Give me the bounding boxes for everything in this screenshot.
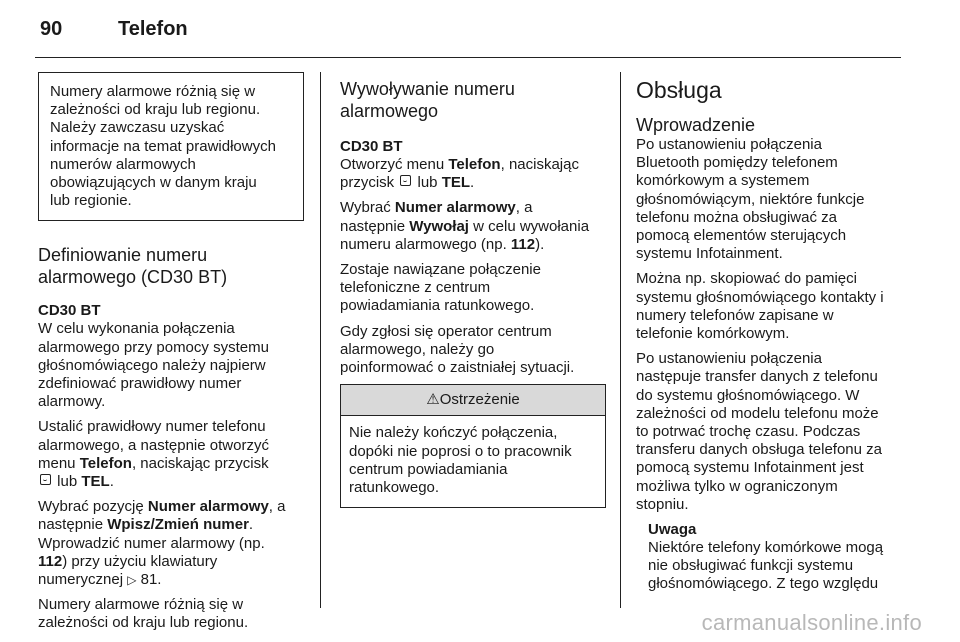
paragraph: Wybrać Numer alarmowy, a następnie Wywołaj w celu wywołania numeru alarmowego (np. 112). <box>340 199 590 253</box>
section-heading: Obsługa <box>636 77 722 103</box>
phone-icon <box>40 474 51 485</box>
paragraph: Zostaje nawiązane połączenie telefoniczne z centrum powiadamiania ratunkowego. <box>340 261 541 315</box>
section-heading: Definiowanie numeru alarmowego (CD30 BT) <box>38 245 228 288</box>
note-title: Uwaga <box>648 521 697 539</box>
section-heading: Wywoływanie numeru alarmowego <box>340 79 515 121</box>
subheading: Wprowadzenie <box>636 115 756 135</box>
column-2 <box>340 72 606 508</box>
column-3 <box>636 72 904 594</box>
watermark: carmanualsonline.info <box>701 610 922 635</box>
warning-header <box>341 385 605 416</box>
subheading: CD30 BT <box>340 138 403 155</box>
warning-icon: ⚠ <box>426 391 440 409</box>
paragraph: Numery alarmowe różnią się w zależności od kraju lub regionu. <box>38 596 249 632</box>
column-1 <box>38 72 304 640</box>
column-divider <box>620 72 621 608</box>
paragraph: Otworzyć menu Telefon, naciskając przycisk lub TEL. <box>340 156 579 192</box>
note-block: Uwaga Niektóre telefony komórkowe mogą nie obsługiwać funkcji systemu głośnomówiącego. Z tego względu <box>636 521 904 594</box>
paragraph: W celu wykonania połączenia alarmowego przy pomocy systemu głośnomówiącego należy najpierw zdefiniować prawidłowy numer alarmowy. <box>38 320 269 411</box>
column-divider <box>320 72 321 608</box>
header-rule <box>35 57 901 58</box>
warning-box <box>340 384 606 508</box>
page-reference-arrow-icon: ▷ <box>127 573 137 588</box>
paragraph: Po ustanowieniu połączenia następuje transfer danych z telefonu do systemu głośnomówiącego. W zależności od modelu telefonu może to potrwać trochę czasu. Podczas transferu danych obsługa telefonu za pomocą systemu Infotainment jest możliwa tylko w ograniczonym stopniu. <box>636 350 882 513</box>
page-title: Telefon <box>118 18 188 40</box>
paragraph: Można np. skopiować do pamięci systemu głośnomówiącego kontakty i numery telefonów zapisane w telefonie komórkowym. <box>636 270 884 343</box>
info-box: Numery alarmowe różnią się w zależności od kraju lub regionu. Należy zawczasu uzyskać informacje na temat prawidłowych numerów alarmowych obowiązujących w danym kraju lub regionie. <box>38 72 304 221</box>
warning-body: Nie należy kończyć połączenia, dopóki nie poprosi o to pracownik centrum powiadamiania ratunkowego. <box>349 424 572 497</box>
page-number: 90 <box>40 18 63 40</box>
paragraph: Ustalić prawidłowy numer telefonu alarmowego, a następnie otworzyć menu Telefon, naciskając przycisk lub TEL. <box>38 418 269 491</box>
phone-icon <box>400 175 411 186</box>
subheading: CD30 BT <box>38 302 101 320</box>
paragraph: Po ustanowieniu połączenia Bluetooth pomiędzy telefonem komórkowym a systemem głośnomówiącym, niektóre funkcje telefonu można obsługiwać za pomocą elementów sterujących systemu Infotainment. <box>636 136 865 263</box>
paragraph: Wybrać pozycję Numer alarmowy, a następnie Wpisz/Zmień numer. Wprowadzić numer alarmowy (np. 112) przy użyciu klawiatury numerycznej ▷ 81. <box>38 498 286 589</box>
warning-title: Ostrzeżenie <box>439 391 520 409</box>
paragraph: Gdy zgłosi się operator centrum alarmowego, należy go poinformować o zaistniałej sytuacji. <box>340 322 575 377</box>
